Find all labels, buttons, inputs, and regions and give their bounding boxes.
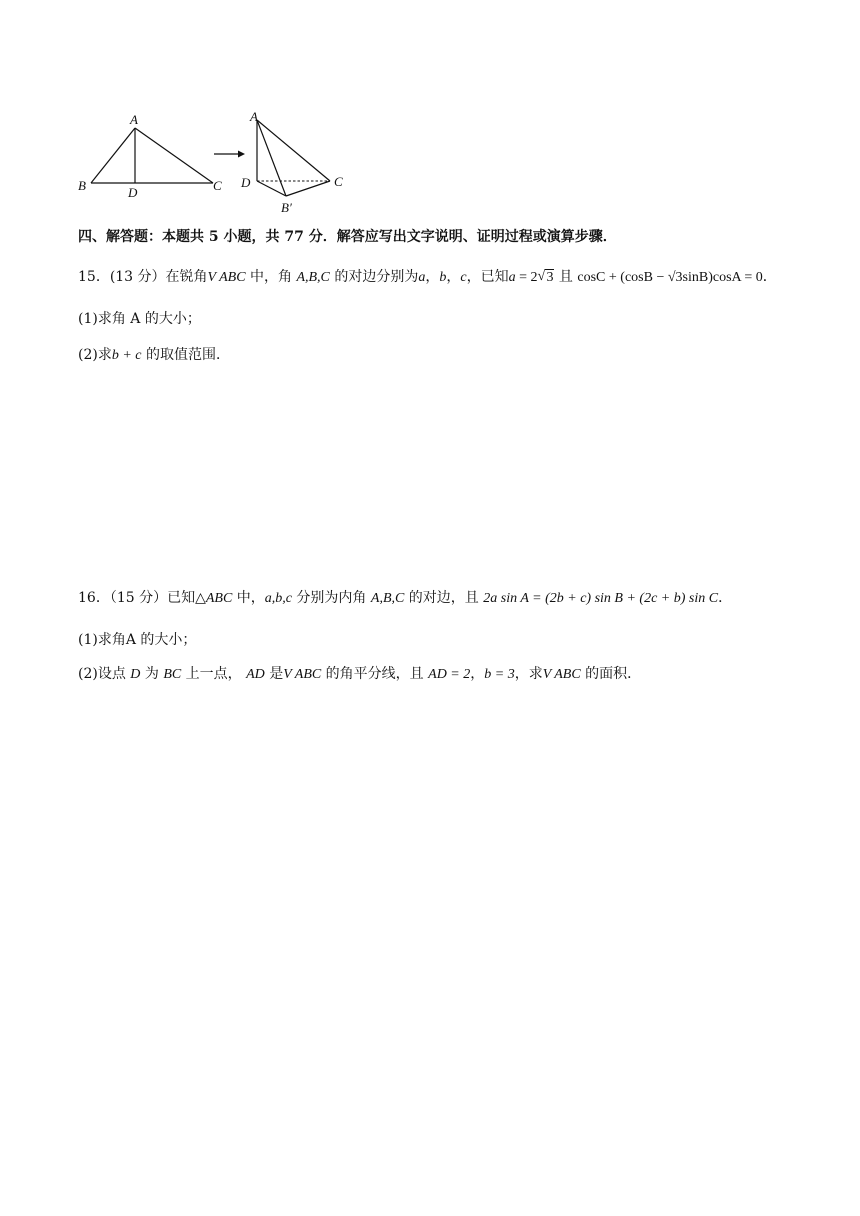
- q16-part2-a: (2)设点: [78, 666, 131, 682]
- question-16-part-1: (1)求角A 的大小；: [78, 632, 197, 648]
- q16-sides: a,b,c: [264, 591, 292, 606]
- label-C-left: C: [213, 178, 222, 193]
- q15-sqrt-radicand: 3: [546, 270, 554, 285]
- q15-sep2: ，: [446, 269, 461, 285]
- label-B-left: B: [78, 178, 86, 193]
- label-C-right: C: [334, 174, 343, 189]
- q15-mid2: 的对边分别为: [329, 269, 419, 285]
- fold-arrow-icon: [214, 151, 245, 158]
- question-16-part-2: [78, 665, 641, 684]
- q16-triangle: ABC: [205, 591, 233, 606]
- q15-prefix: 15．(13 分）在锐角: [78, 269, 208, 285]
- question-15-part-2: [78, 346, 230, 365]
- q16-eq-b: b = 3: [484, 667, 515, 682]
- label-D-right: D: [241, 175, 251, 190]
- left-triangle: [78, 112, 222, 200]
- q15-equation: cosC + (cosB − √3sinB)cosA = 0: [577, 270, 763, 285]
- q16-segment-AD: AD: [246, 667, 265, 682]
- question-15-part-1: (1)求角 A 的大小；: [78, 311, 201, 327]
- q16-eq-AD: AD = 2: [428, 667, 471, 682]
- q15-end: ．: [762, 269, 777, 285]
- folding-triangle-figure: [72, 106, 362, 216]
- question-15-stem: [78, 268, 777, 287]
- q15-and: 且: [554, 269, 578, 285]
- q15-side-a: a: [418, 270, 426, 285]
- q16-part2-e: 的角平分线，且: [321, 666, 429, 682]
- label-D-left: D: [128, 185, 138, 200]
- q16-part2-c: 上一点，: [181, 666, 247, 682]
- label-A-left: A: [130, 112, 138, 127]
- label-A-right: A: [250, 109, 258, 124]
- question-16-stem: [78, 589, 732, 608]
- q15-side-b: b: [439, 270, 447, 285]
- label-Bprime-right: B′: [281, 200, 292, 215]
- q15-mid3: ，已知: [466, 269, 509, 285]
- section-heading: 四、解答题：本题共 5 小题，共 77 分．解答应写出文字说明、证明过程或演算步骤．: [78, 229, 617, 245]
- q15-cond-eq: = 2: [515, 270, 538, 285]
- q15-part2-suffix: 的取值范围．: [141, 347, 230, 363]
- q16-triangle-1: V ABC: [283, 667, 322, 682]
- q16-mid2: 分别为内角: [291, 590, 371, 606]
- q16-triangle-2: V ABC: [542, 667, 581, 682]
- q15-part2-prefix: (2)求: [78, 347, 112, 363]
- q15-angles: A,B,C: [296, 270, 330, 285]
- q16-part2-d: 是: [264, 666, 284, 682]
- q16-point-D: D: [130, 667, 141, 682]
- q15-sep1: ，: [425, 269, 440, 285]
- q15-sqrt-3: [537, 269, 554, 287]
- q16-part2-b: 为: [140, 666, 164, 682]
- q16-prefix: 16．（15 分）已知△: [78, 590, 206, 606]
- q15-triangle: V ABC: [207, 270, 246, 285]
- q16-mid3: 的对边，且: [404, 590, 484, 606]
- q15-mid1: 中，角: [245, 269, 297, 285]
- q16-angles: A,B,C: [370, 591, 405, 606]
- q16-mid1: 中，: [232, 590, 265, 606]
- q16-part2-h: 的面积．: [580, 666, 642, 682]
- triangle-diagram: [72, 106, 362, 216]
- q15-cond-a: a: [508, 270, 516, 285]
- q15-part2-expr: b + c: [111, 348, 142, 363]
- q16-part2-f: ，: [470, 666, 485, 682]
- q16-segment-BC: BC: [163, 667, 182, 682]
- q16-end: ．: [718, 590, 733, 606]
- q15-side-c: c: [460, 270, 467, 285]
- q16-part2-g: ，求: [514, 666, 543, 682]
- right-folded-solid: [240, 109, 343, 215]
- q16-equation: 2a sin A = (2b + c) sin B + (2c + b) sin C: [483, 591, 719, 606]
